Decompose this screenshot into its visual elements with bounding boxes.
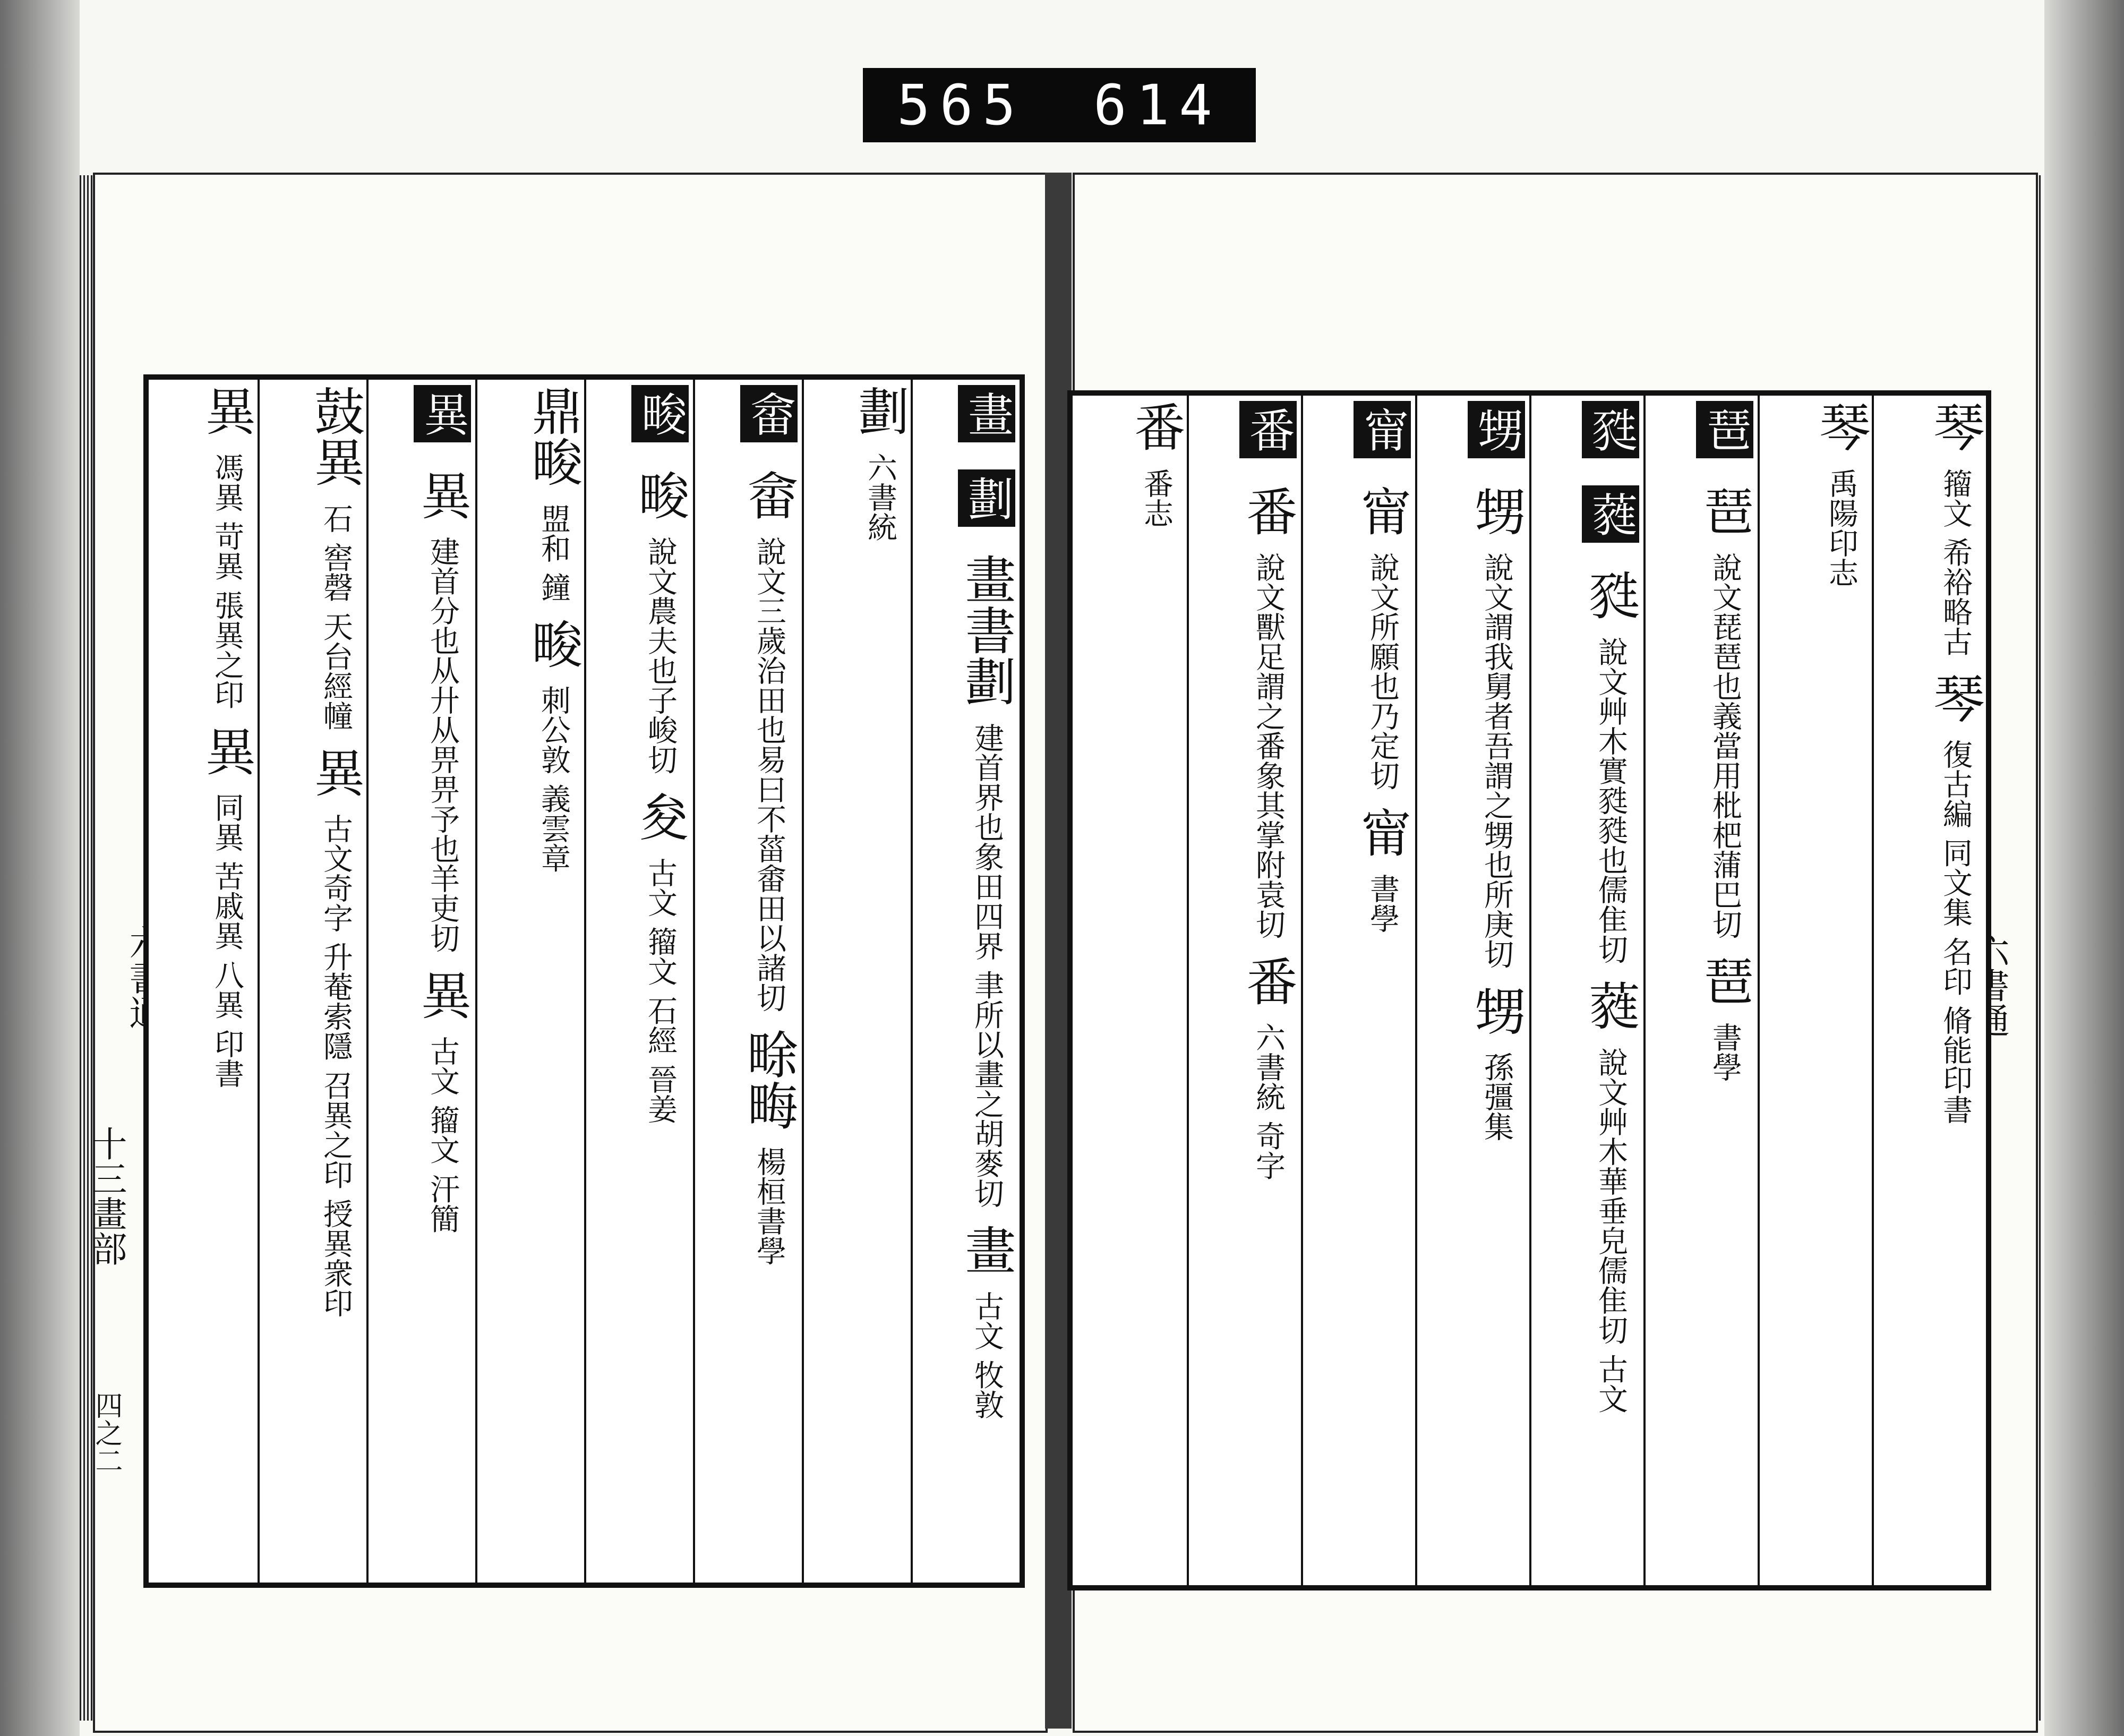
entry-column bbox=[1187, 396, 1301, 1585]
entry-column bbox=[1301, 396, 1415, 1585]
gloss-note: 說文所願也乃定切 bbox=[1365, 552, 1400, 791]
seal-forms: 畫書劃 bbox=[957, 553, 1016, 707]
head-character-alt: 劃 bbox=[958, 469, 1015, 527]
seal-forms: 畫 bbox=[957, 1224, 1016, 1275]
seal-forms: 番 bbox=[1238, 955, 1298, 1006]
head-character: 番 bbox=[1239, 401, 1297, 458]
entry-column bbox=[154, 380, 258, 1583]
seal-forms: 番 bbox=[1126, 401, 1186, 452]
seal-forms: 甯 bbox=[1352, 806, 1412, 858]
head-character: 畲 bbox=[740, 385, 798, 442]
gloss-note: 說文謂我舅者吾謂之甥也所庚切 bbox=[1479, 552, 1514, 969]
source-note: 古文 籀文 石經 晉姜 bbox=[643, 858, 678, 1124]
entry-column bbox=[475, 380, 584, 1583]
seal-forms: 甤 bbox=[1581, 569, 1640, 621]
seal-forms: 甯 bbox=[1352, 485, 1412, 536]
source-note: 古文 牧敦 bbox=[970, 1291, 1004, 1420]
gloss-note: 說文獸足謂之番象其掌附袁切 bbox=[1251, 552, 1286, 939]
seal-forms: 蕤 bbox=[1581, 980, 1640, 1031]
source-note: 石 窖磬 天台經幢 bbox=[319, 503, 353, 731]
entry-column bbox=[802, 380, 911, 1583]
seal-forms: 劃 bbox=[850, 385, 910, 436]
source-note: 六書統 bbox=[863, 452, 897, 542]
scan-edge-left bbox=[0, 0, 80, 1736]
entry-column bbox=[1758, 396, 1872, 1585]
source-note: 番志 bbox=[1139, 468, 1174, 528]
seal-forms: 番 bbox=[1238, 485, 1298, 536]
seal-forms: 鼓異 bbox=[306, 385, 365, 487]
catalog-number-label bbox=[863, 68, 1256, 142]
seal-forms: 畲 bbox=[739, 469, 799, 520]
entry-column bbox=[1643, 396, 1758, 1585]
seal-forms: 琶 bbox=[1695, 485, 1754, 536]
scan-edge-right bbox=[2044, 0, 2124, 1736]
gloss-note: 說文琵琶也義當用枇杷蒲巴切 bbox=[1708, 552, 1742, 939]
gloss-note: 說文艸木華垂皃儒隹切 古文 bbox=[1594, 1047, 1628, 1414]
source-note: 禹陽印志 bbox=[1824, 468, 1858, 587]
left-text-frame bbox=[143, 374, 1025, 1588]
source-note: 古文奇字 升菴索隱 召異之印 授異衆印 bbox=[319, 814, 353, 1318]
right-text-frame bbox=[1067, 390, 1991, 1590]
seal-forms: 琴 bbox=[1925, 401, 1985, 452]
seal-forms: 異 bbox=[197, 385, 256, 436]
seal-forms: 鼎畯 bbox=[524, 385, 583, 487]
left-folio: 四之二 bbox=[90, 1391, 122, 1474]
head-character: 畯 bbox=[631, 385, 689, 442]
entry-column bbox=[366, 380, 475, 1583]
seal-forms: 畯 bbox=[630, 469, 690, 520]
left-banxin-section: 十三畫部 bbox=[86, 1126, 127, 1266]
entry-column bbox=[258, 380, 366, 1583]
entry-column bbox=[911, 380, 1020, 1583]
source-note: 籀文 希裕略古 bbox=[1938, 468, 1973, 656]
source-note: 復古編 同文集 名印 脩能印書 bbox=[1938, 739, 1973, 1125]
seal-forms: 異 bbox=[413, 969, 472, 1020]
entry-column bbox=[1529, 396, 1643, 1585]
source-note: 盟和 鐘 bbox=[536, 503, 571, 602]
source-note: 同異 苦戚異 八異 印書 bbox=[210, 792, 244, 1089]
entry-column bbox=[584, 380, 693, 1583]
head-character: 甥 bbox=[1468, 401, 1525, 458]
entry-column bbox=[1872, 396, 1986, 1585]
entry-column bbox=[693, 380, 802, 1583]
seal-forms: 琴 bbox=[1811, 401, 1871, 452]
gloss-note: 建首界也象田四界 聿所以畫之胡麥切 bbox=[970, 722, 1004, 1208]
gloss-note: 說文三歲治田也易曰不菑畬田以諸切 bbox=[752, 536, 786, 1013]
head-character: 異 bbox=[414, 385, 471, 442]
seal-forms: 異 bbox=[197, 725, 256, 776]
source-note: 書學 bbox=[1365, 874, 1400, 934]
catalog-number-left: 565 bbox=[897, 73, 1025, 138]
head-character: 甤 bbox=[1582, 401, 1639, 458]
head-character: 甯 bbox=[1354, 401, 1411, 458]
source-note: 楊桓書學 bbox=[752, 1147, 786, 1266]
source-note: 六書統 奇字 bbox=[1251, 1022, 1286, 1181]
catalog-number-right: 614 bbox=[1093, 73, 1222, 138]
source-note: 書學 bbox=[1708, 1022, 1742, 1082]
seal-forms: 畭畮 bbox=[739, 1028, 799, 1131]
gloss-note: 說文艸木實甤甤也儒隹切 bbox=[1594, 636, 1628, 964]
head-character: 畫 bbox=[958, 385, 1015, 442]
seal-forms: 異 bbox=[413, 469, 472, 520]
gloss-note: 說文農夫也子峻切 bbox=[643, 536, 678, 775]
seal-forms: 夋 bbox=[630, 790, 690, 842]
gloss-note: 建首分也从廾从畀畀予也羊吏切 bbox=[425, 536, 460, 953]
seal-forms: 異 bbox=[306, 746, 365, 798]
source-note: 刺公敦 義雲章 bbox=[536, 685, 571, 874]
entry-column bbox=[1078, 396, 1187, 1585]
seal-forms: 甥 bbox=[1467, 485, 1526, 536]
seal-forms: 琶 bbox=[1695, 955, 1754, 1006]
entry-column bbox=[1415, 396, 1529, 1585]
seal-forms: 畯 bbox=[524, 618, 583, 669]
head-character-alt: 蕤 bbox=[1582, 485, 1639, 543]
source-note: 孫彊集 bbox=[1479, 1052, 1514, 1142]
seal-forms: 甥 bbox=[1467, 985, 1526, 1036]
seal-forms: 琴 bbox=[1925, 672, 1985, 723]
source-note: 馮異 苛異 張異之印 bbox=[210, 452, 244, 709]
source-note: 古文 籀文 汗簡 bbox=[425, 1036, 460, 1234]
head-character: 琶 bbox=[1696, 401, 1753, 458]
